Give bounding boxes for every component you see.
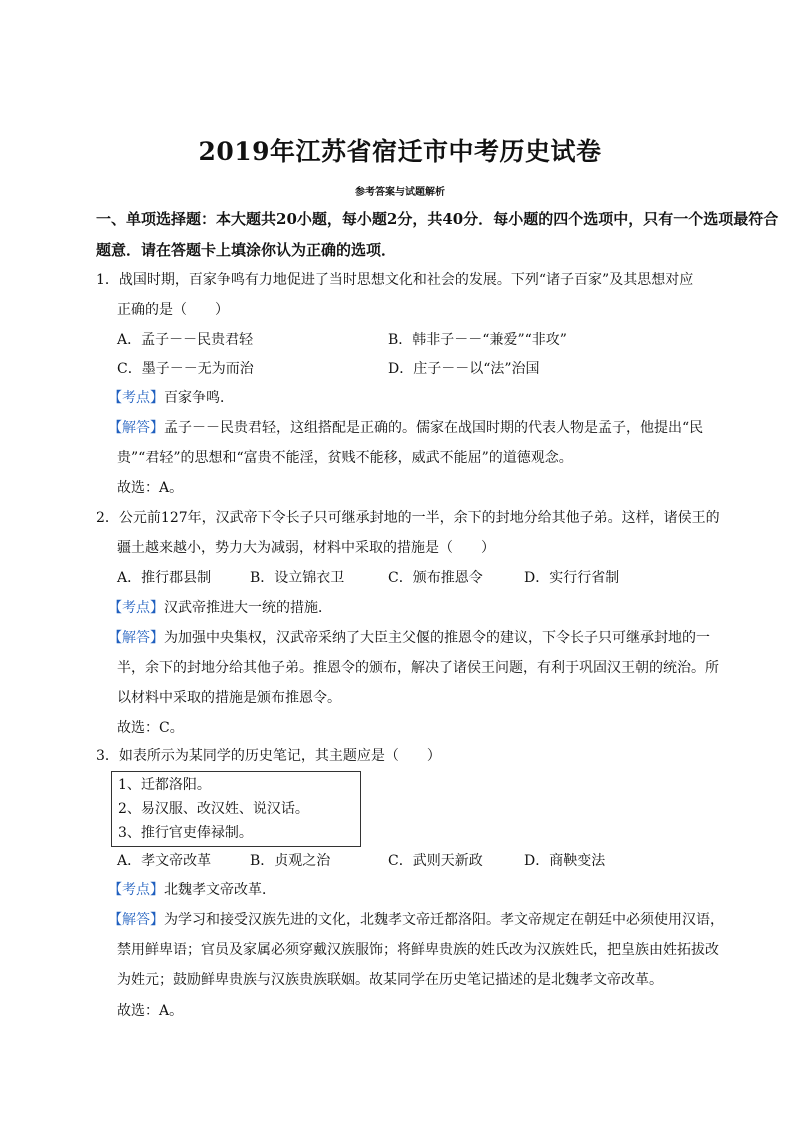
q3-option-d: D．商鞅变法 bbox=[524, 853, 606, 869]
q2-answer: 故选：C。 bbox=[117, 720, 184, 736]
q1-jieda-text1: 孟子－－民贵君轻，这组搭配是正确的。儒家在战国时期的代表人物是孟子，他提出“民 bbox=[164, 420, 704, 436]
q2-option-a: A．推行郡县制 bbox=[117, 570, 212, 586]
q1-option-c: C．墨子－－无为而治 bbox=[117, 361, 254, 377]
q3-stem-line1: 3．如表所示为某同学的历史笔记，其主题应是（ ） bbox=[96, 748, 441, 764]
q3-jieda-line3: 为姓元；鼓励鲜卑贵族与汉族贵族联姻。故某同学在历史笔记描述的是北魏孝文帝改革。 bbox=[117, 972, 663, 988]
q1-kaodian-tag: 【考点】 bbox=[108, 390, 164, 406]
q3-jieda-text1: 为学习和接受汉族先进的文化，北魏孝文帝迁都洛阳。孝文帝规定在朝廷中必须使用汉语， bbox=[164, 912, 724, 928]
q2-stem-line1: 2．公元前127年，汉武帝下令长子只可继承封地的一半，余下的封地分给其他子弟。这样，诸侯王的 bbox=[96, 510, 720, 526]
q2-jieda-text1: 为加强中央集权，汉武帝采纳了大臣主父偃的推恩令的建议，下令长子只可继承封地的一 bbox=[164, 630, 710, 646]
q3-answer: 故选：A。 bbox=[117, 1003, 184, 1019]
q3-kaodian-text: 北魏孝文帝改革． bbox=[164, 882, 276, 898]
q3-kaodian-tag: 【考点】 bbox=[108, 882, 164, 898]
q1-kaodian bbox=[108, 388, 234, 408]
q2-jieda-tag: 【解答】 bbox=[108, 630, 164, 646]
q3-kaodian bbox=[108, 880, 276, 900]
page-title: 2019年江苏省宿迁市中考历史试卷 bbox=[198, 137, 602, 166]
section-instructions-line1: 一、单项选择题：本大题共20小题，每小题2分，共40分．每小题的四个选项中，只有一个选项最符合 bbox=[96, 210, 779, 228]
q2-jieda-line3: 以材料中采取的措施是颁布推恩令。 bbox=[117, 690, 341, 706]
q1-jieda-tag: 【解答】 bbox=[108, 420, 164, 436]
q1-jieda-line1 bbox=[108, 418, 703, 438]
q2-option-b: B．设立锦衣卫 bbox=[250, 570, 345, 586]
q1-answer: 故选：A。 bbox=[117, 480, 184, 496]
q2-option-c: C．颁布推恩令 bbox=[388, 570, 483, 586]
q1-option-b: B．韩非子－－“兼爱”“非攻” bbox=[388, 332, 567, 348]
q2-kaodian-tag: 【考点】 bbox=[108, 600, 164, 616]
q2-jieda-line2: 半，余下的封地分给其他子弟。推恩令的颁布，解决了诸侯王问题，有利于巩固汉王朝的统治。所 bbox=[117, 660, 719, 676]
q1-option-d: D．庄子－－以“法”治国 bbox=[388, 361, 540, 377]
q2-option-d: D．实行行省制 bbox=[524, 570, 620, 586]
q3-table-row-1: 1、迁都洛阳。 bbox=[118, 777, 211, 793]
section-instructions-line2: 题意．请在答题卡上填涂你认为正确的选项． bbox=[96, 241, 397, 259]
q3-table-row-3: 3、推行官吏俸禄制。 bbox=[118, 825, 253, 841]
q3-table-row-2: 2、易汉服、改汉姓、说汉话。 bbox=[118, 801, 309, 817]
q1-option-a: A．孟子－－民贵君轻 bbox=[117, 332, 254, 348]
q3-jieda-line1 bbox=[108, 910, 724, 930]
q1-stem-line2: 正确的是（ ） bbox=[117, 302, 229, 318]
q1-kaodian-text: 百家争鸣． bbox=[164, 390, 234, 406]
q2-jieda-line1 bbox=[108, 628, 710, 648]
q2-kaodian-text: 汉武帝推进大一统的措施． bbox=[164, 600, 332, 616]
q3-option-b: B．贞观之治 bbox=[250, 853, 331, 869]
q3-notes-table bbox=[111, 771, 361, 847]
q3-option-c: C．武则天新政 bbox=[388, 853, 483, 869]
q2-kaodian bbox=[108, 598, 332, 618]
q2-stem-line2: 疆土越来越小，势力大为减弱，材料中采取的措施是（ ） bbox=[117, 540, 495, 556]
q3-jieda-line2: 禁用鲜卑语；官员及家属必须穿戴汉族服饰；将鲜卑贵族的姓氏改为汉族姓氏，把皇族由姓拓拔改 bbox=[117, 942, 719, 958]
q1-stem-line1: 1．战国时期，百家争鸣有力地促进了当时思想文化和社会的发展。下列“诸子百家”及其思想对应 bbox=[96, 272, 694, 288]
q1-jieda-line2: 贵”“君轻”的思想和“富贵不能淫，贫贱不能移，威武不能屈”的道德观念。 bbox=[117, 450, 573, 466]
q3-jieda-tag: 【解答】 bbox=[108, 912, 164, 928]
q3-option-a: A．孝文帝改革 bbox=[117, 853, 212, 869]
page-subtitle: 参考答案与试题解析 bbox=[355, 187, 445, 198]
